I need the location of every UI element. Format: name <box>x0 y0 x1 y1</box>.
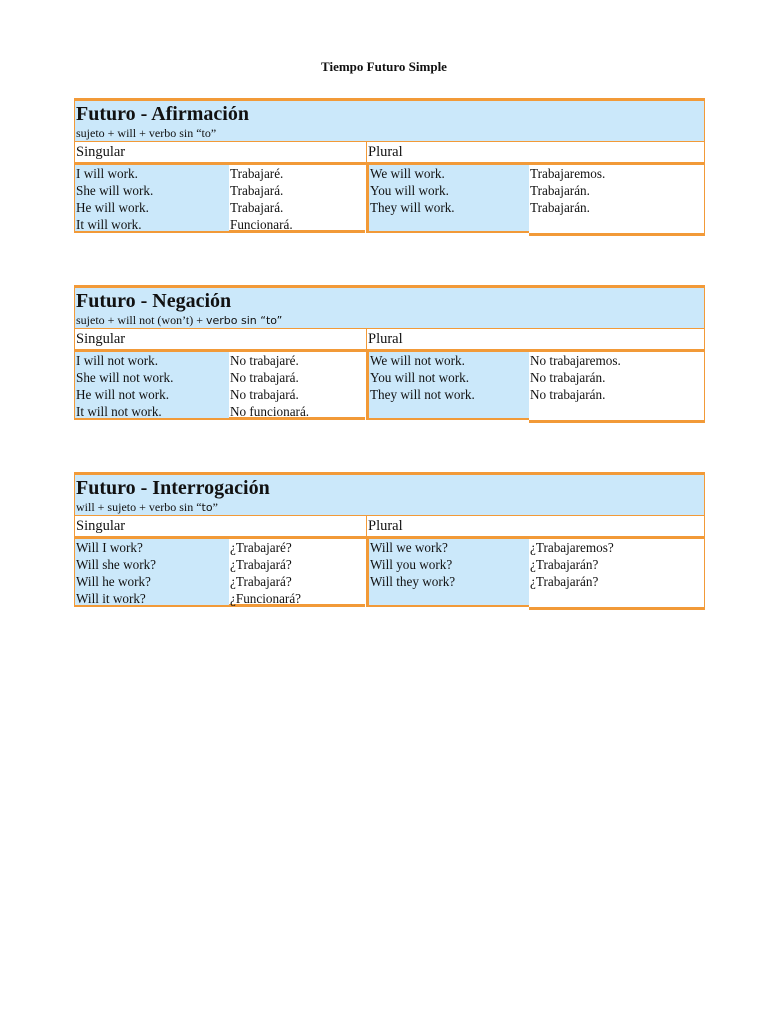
list-item: We will work. <box>370 166 445 181</box>
section-title: Futuro - Interrogación <box>76 477 270 499</box>
list-item: Trabajará. <box>230 200 284 215</box>
section-header <box>74 98 705 141</box>
list-item: Trabajarán. <box>530 200 590 215</box>
list-item: Trabajarán. <box>530 183 590 198</box>
list-item: Will it work? <box>76 591 146 606</box>
list-item: I will not work. <box>76 353 159 368</box>
plural-spanish <box>529 539 705 610</box>
list-item: Will they work? <box>370 574 456 589</box>
list-item: We will not work. <box>370 353 465 368</box>
list-item: Will he work? <box>76 574 151 589</box>
column-headers <box>74 328 705 350</box>
list-item: It will work. <box>76 217 142 232</box>
list-item: It will not work. <box>76 404 162 419</box>
plural-header: Plural <box>368 331 403 347</box>
section-negacion <box>74 285 705 423</box>
list-item: Will you work? <box>370 557 453 572</box>
plural-header: Plural <box>368 144 403 160</box>
singular-header: Singular <box>76 144 126 160</box>
singular-english <box>74 539 229 607</box>
formula-text: verbo sin “to” <box>205 314 283 327</box>
list-item: You will work. <box>370 183 449 198</box>
section-formula <box>76 500 704 515</box>
singular-header: Singular <box>76 331 126 347</box>
plural-header: Plural <box>368 518 403 534</box>
section-formula <box>76 126 704 140</box>
list-item: No trabajará. <box>230 370 299 385</box>
list-item: She will not work. <box>76 370 174 385</box>
list-item: No funcionará. <box>230 404 310 419</box>
section-formula <box>76 313 704 328</box>
plural-english <box>366 539 529 607</box>
column-divider <box>366 516 367 536</box>
list-item: ¿Trabajaremos? <box>530 540 614 555</box>
section-afirmacion <box>74 98 705 236</box>
list-item: ¿Trabajarán? <box>530 574 599 589</box>
list-item: Will she work? <box>76 557 157 572</box>
plural-english <box>366 165 529 233</box>
column-divider <box>366 329 367 349</box>
conjugation-rows <box>74 350 705 423</box>
list-item: ¿Trabajará? <box>230 574 292 589</box>
conjugation-rows <box>74 163 705 236</box>
plural-spanish <box>529 352 705 423</box>
list-item: No trabajará. <box>230 387 299 402</box>
list-item: Will we work? <box>370 540 448 555</box>
section-header <box>74 472 705 515</box>
section-title: Futuro - Afirmación <box>76 103 249 125</box>
singular-spanish <box>229 165 365 233</box>
formula-text: sujeto + will + verbo sin “to” <box>76 126 217 140</box>
list-item: He will not work. <box>76 387 170 402</box>
list-item: No trabajaré. <box>230 353 299 368</box>
list-item: ¿Trabajará? <box>230 557 292 572</box>
section-interrogacion <box>74 472 705 610</box>
page-title: Tiempo Futuro Simple <box>321 59 447 74</box>
formula-text: sujeto + will not (won’t) + <box>76 313 206 327</box>
list-item: They will not work. <box>370 387 475 402</box>
list-item: I will work. <box>76 166 138 181</box>
list-item: Trabajará. <box>230 183 284 198</box>
singular-english <box>74 165 229 233</box>
section-title: Futuro - Negación <box>76 290 232 312</box>
formula-text: ” <box>212 500 218 514</box>
formula-text: will + sujeto + verbo sin “ <box>76 500 202 514</box>
list-item: No trabajarán. <box>530 387 606 402</box>
list-item: Trabajaré. <box>230 166 284 181</box>
list-item: You will not work. <box>370 370 470 385</box>
list-item: ¿Funcionará? <box>230 591 302 606</box>
list-item: They will work. <box>370 200 455 215</box>
list-item: She will work. <box>76 183 154 198</box>
singular-english <box>74 352 229 420</box>
conjugation-rows <box>74 537 705 610</box>
singular-spanish <box>229 539 365 607</box>
singular-header: Singular <box>76 518 126 534</box>
formula-text: to <box>201 501 213 514</box>
list-item: ¿Trabajaré? <box>230 540 292 555</box>
list-item: Will I work? <box>76 540 143 555</box>
section-header <box>74 285 705 328</box>
list-item: No trabajarán. <box>530 370 606 385</box>
list-item: No trabajaremos. <box>530 353 621 368</box>
column-headers <box>74 515 705 537</box>
list-item: Funcionará. <box>230 217 293 232</box>
list-item: ¿Trabajarán? <box>530 557 599 572</box>
list-item: He will work. <box>76 200 149 215</box>
singular-spanish <box>229 352 365 420</box>
column-headers <box>74 141 705 163</box>
column-divider <box>366 142 367 162</box>
plural-english <box>366 352 529 420</box>
plural-spanish <box>529 165 705 236</box>
list-item: Trabajaremos. <box>530 166 606 181</box>
